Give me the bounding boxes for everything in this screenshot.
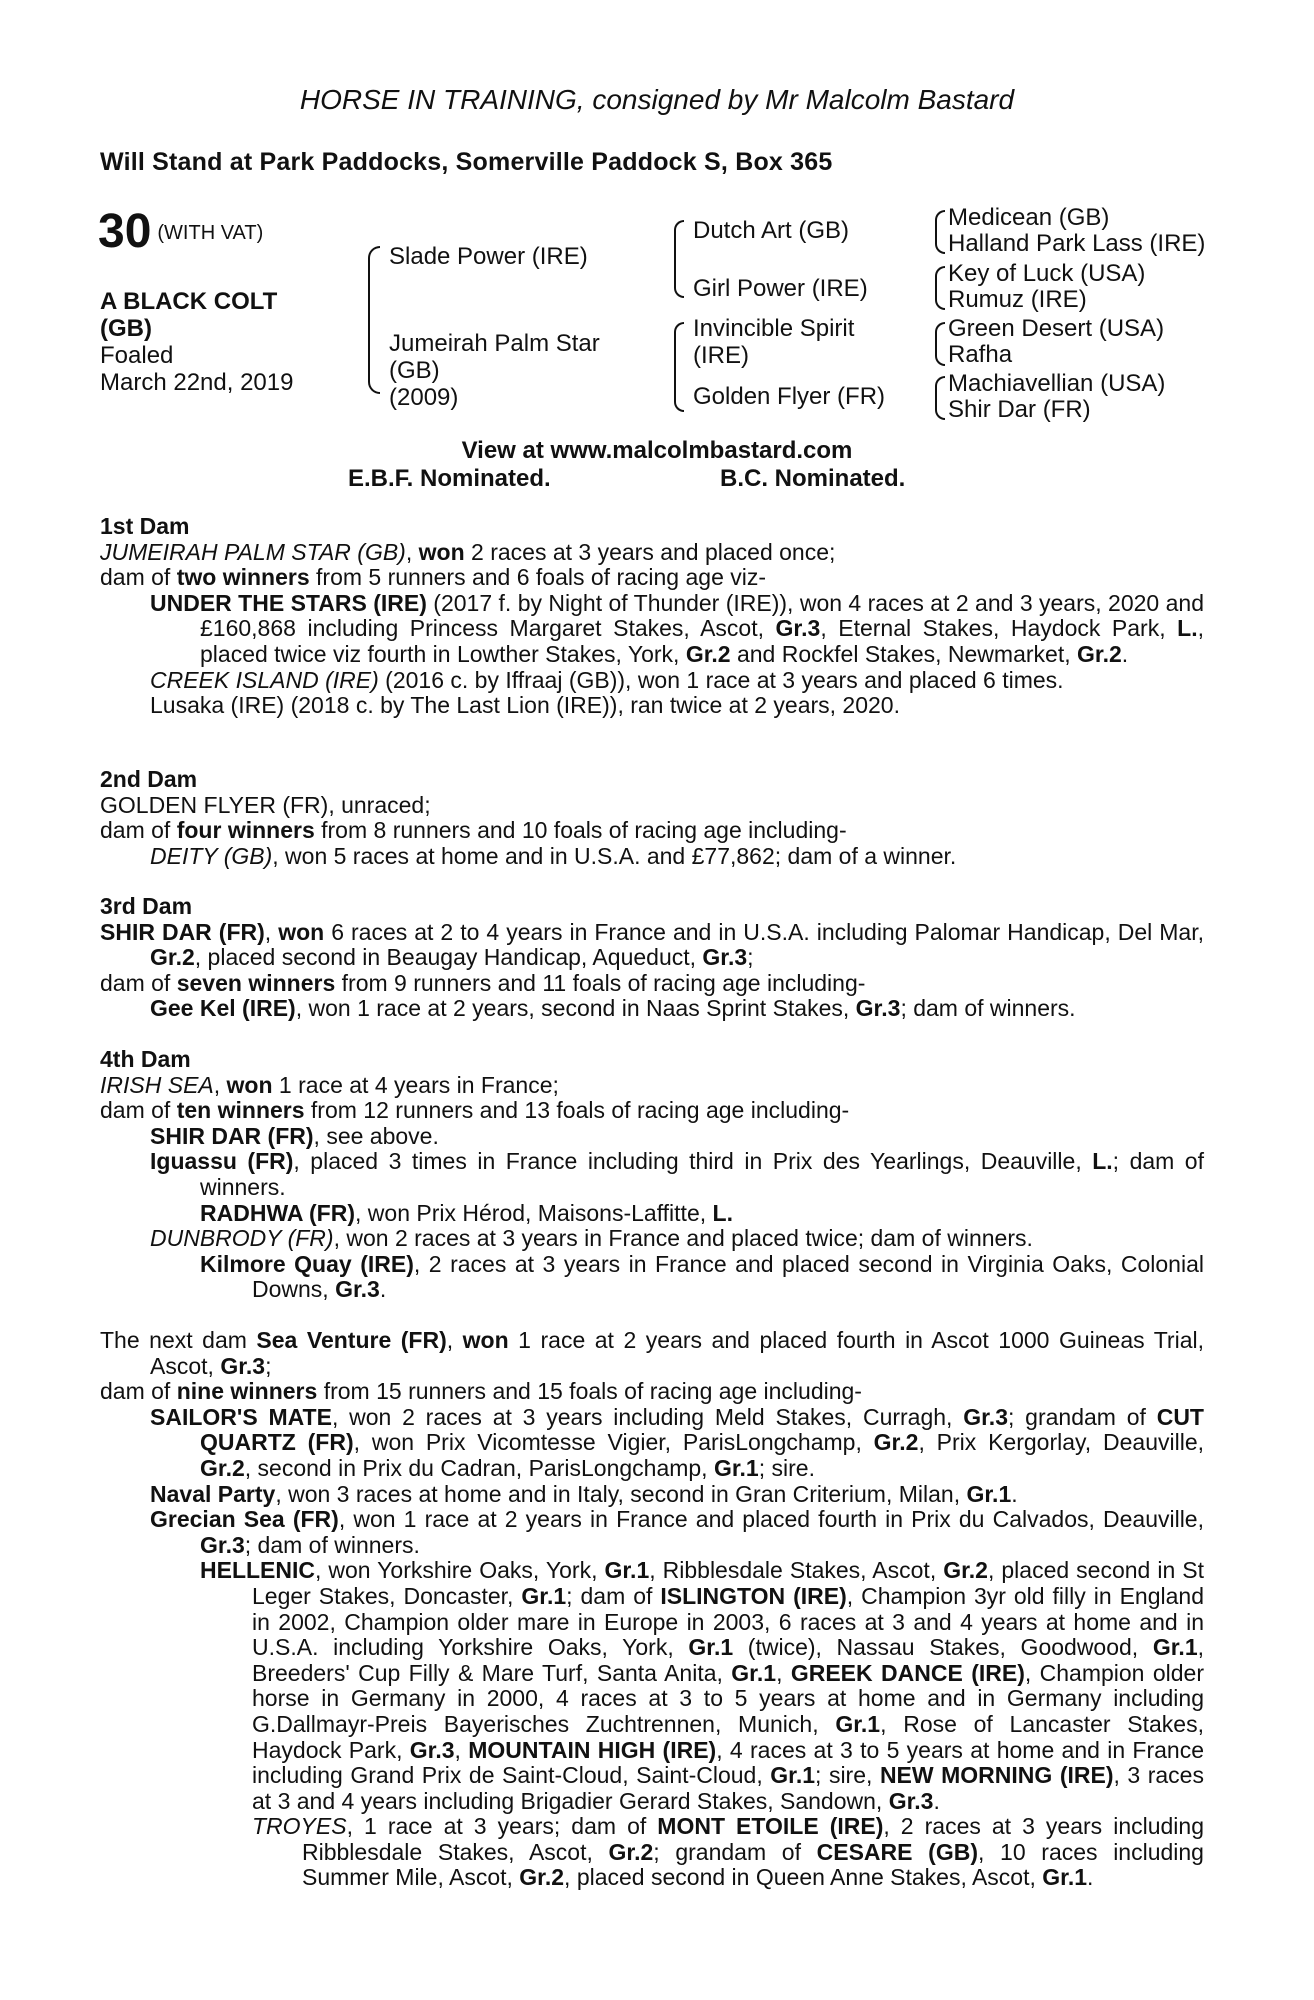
first-dam-section bbox=[100, 514, 1204, 719]
produce-entry: SAILOR'S MATE, won 2 races at 3 years including Meld Stakes, Curragh, Gr.3; grandam of CUT QUARTZ (FR), won Prix Vicomtesse Vigier, ParisLongchamp, Gr.2, Prix Kergorlay, Deauville, Gr.2, second in Prix du Cadran, ParisLongchamp, Gr.1; sire. bbox=[150, 1403, 1204, 1481]
pedigree-sire: Slade Power (IRE) bbox=[389, 243, 588, 270]
pedigree-dam-line-2: (GB) bbox=[389, 357, 440, 384]
produce-entry: TROYES, 1 race at 3 years; dam of MONT ETOILE (IRE), 2 races at 3 years including Ribblesdale Stakes, Ascot, Gr.2; grandam of CESARE (GB), 10 races including Summer Mile, Ascot, Gr.2, placed second in Queen Anne Stakes, Ascot, Gr.1. bbox=[252, 1813, 1204, 1891]
pedigree-sd-sire: Key of Luck (USA) bbox=[948, 260, 1146, 287]
dam-produce-summary: dam of seven winners from 9 runners and 11 foals of racing age including- bbox=[100, 969, 866, 996]
produce-entry: Gee Kel (IRE), won 1 race at 2 years, second in Naas Sprint Stakes, Gr.3; dam of winners. bbox=[150, 995, 1076, 1022]
produce-entry: HELLENIC, won Yorkshire Oaks, York, Gr.1, Ribblesdale Stakes, Ascot, Gr.2, placed second in St Leger Stakes, Doncaster, Gr.1; dam of ISLINGTON (IRE), Champion 3yr old filly in England in 2002, Champion older mare in Europe in 2003, 6 races at 3 and 4 years at home and in U.S.A. including Yorkshire Oaks, York, Gr.1 (twice), Nassau Stakes, Goodwood, Gr.1, Breeders' Cup Filly & Mare Turf, Santa Anita, Gr.1, GREEK DANCE (IRE), Champion older horse in Germany in 2000, 4 races at 3 to 5 years at home and in Germany including G.Dallmayr-Preis Bayerisches Zuchtrennen, Munich, Gr.1, Rose of Lancaster Stakes, Haydock Park, Gr.3, MOUNTAIN HIGH (IRE), 4 races at 3 to 5 years at home and in France including Grand Prix de Saint-Cloud, Saint-Cloud, Gr.1; sire, NEW MORNING (IRE), 3 races at 3 and 4 years including Brigadier Gerard Stakes, Sandown, Gr.3. bbox=[200, 1557, 1205, 1814]
dam-produce-summary: dam of nine winners from 15 runners and 15 foals of racing age including- bbox=[100, 1378, 862, 1405]
third-dam-section bbox=[100, 894, 1204, 1022]
pedigree-sd-dam: Rumuz (IRE) bbox=[948, 286, 1087, 313]
pedigree-dd-dam: Shir Dar (FR) bbox=[948, 396, 1091, 423]
vat-label: (WITH VAT) bbox=[157, 222, 264, 244]
lot-country: (GB) bbox=[100, 315, 152, 342]
section-heading: 1st Dam bbox=[100, 513, 190, 539]
pedigree-brace-2b bbox=[674, 322, 684, 412]
pedigree-dam-sire-line-1: Invincible Spirit bbox=[693, 315, 855, 342]
next-dam-section bbox=[100, 1328, 1204, 1891]
produce-entry: Naval Party, won 3 races at home and in Italy, second in Gran Criterium, Milan, Gr.1. bbox=[150, 1480, 1018, 1507]
pedigree-dam-sire-line-2: (IRE) bbox=[693, 342, 749, 369]
pedigree-sire-dam: Girl Power (IRE) bbox=[693, 275, 868, 302]
produce-entry: UNDER THE STARS (IRE) (2017 f. by Night of Thunder (IRE)), won 4 races at 2 and 3 years, 2020 and £160,868 including Princess Margaret Stakes, Ascot, Gr.3, Eternal Stakes, Haydock Park, L., placed twice viz fourth in Lowther Stakes, York, Gr.2 and Rockfel Stakes, Newmarket, Gr.2. bbox=[150, 589, 1204, 667]
dam-produce-summary: dam of two winners from 5 runners and 6 foals of racing age viz- bbox=[100, 564, 767, 591]
dam-produce-summary: dam of ten winners from 12 runners and 13 foals of racing age including- bbox=[100, 1097, 850, 1124]
lot-sex-colour: A BLACK COLT bbox=[100, 288, 278, 315]
pedigree-dam-dam: Golden Flyer (FR) bbox=[693, 383, 886, 410]
pedigree-dam-line-1: Jumeirah Palm Star bbox=[389, 330, 600, 357]
section-heading: 2nd Dam bbox=[100, 766, 198, 792]
foaled-label: Foaled bbox=[100, 342, 174, 369]
pedigree-brace-3d bbox=[935, 376, 945, 420]
dam-line: IRISH SEA, won 1 race at 4 years in France; bbox=[100, 1071, 559, 1098]
bc-note: B.C. Nominated. bbox=[720, 465, 906, 492]
fourth-dam-section bbox=[100, 1047, 1204, 1303]
dam-line: The next dam Sea Venture (FR), won 1 race at 2 years and placed fourth in Ascot 1000 Guineas Trial, Ascot, Gr.3; bbox=[100, 1327, 1204, 1379]
dam-line: GOLDEN FLYER (FR), unraced; bbox=[100, 791, 431, 818]
ebf-note: E.B.F. Nominated. bbox=[348, 465, 551, 492]
produce-entry: Lusaka (IRE) (2018 c. by The Last Lion (IRE)), ran twice at 2 years, 2020. bbox=[150, 692, 900, 719]
pedigree-brace-2a bbox=[674, 220, 684, 298]
lot-description bbox=[100, 288, 293, 396]
pedigree-dd-sire: Machiavellian (USA) bbox=[948, 370, 1166, 397]
dam-produce-summary: dam of four winners from 8 runners and 10 foals of racing age including- bbox=[100, 817, 847, 844]
pedigree-brace-1 bbox=[368, 246, 380, 394]
pedigree-brace-3a bbox=[935, 210, 945, 254]
produce-entry: SHIR DAR (FR), see above. bbox=[150, 1122, 439, 1149]
produce-entry: Kilmore Quay (IRE), 2 races at 3 years in France and placed second in Virginia Oaks, Colonial Downs, Gr.3. bbox=[200, 1250, 1204, 1303]
pedigree-sire-sire: Dutch Art (GB) bbox=[693, 217, 850, 244]
dam-line: JUMEIRAH PALM STAR (GB), won 2 races at 3 years and placed once; bbox=[100, 538, 836, 565]
pedigree-ds-sire: Green Desert (USA) bbox=[948, 315, 1165, 342]
pedigree-ss-dam: Halland Park Lass (IRE) bbox=[948, 230, 1206, 257]
section-heading: 4th Dam bbox=[100, 1046, 191, 1072]
pedigree-ds-dam: Rafha bbox=[948, 341, 1013, 368]
website-note: View at www.malcolmbastard.com bbox=[461, 437, 853, 464]
lot-number: 30 bbox=[98, 205, 152, 258]
produce-entry: DEITY (GB), won 5 races at home and in U.S.A. and £77,862; dam of a winner. bbox=[150, 842, 957, 869]
pedigree-ss-sire: Medicean (GB) bbox=[948, 204, 1110, 231]
section-heading: 3rd Dam bbox=[100, 893, 193, 919]
produce-entry: RADHWA (FR), won Prix Hérod, Maisons-Laffitte, L. bbox=[200, 1199, 733, 1226]
lot-number-block bbox=[98, 204, 263, 261]
pedigree-brace-3b bbox=[935, 266, 945, 310]
dam-line: SHIR DAR (FR), won 6 races at 2 to 4 years in France and in U.S.A. including Palomar Handicap, Del Mar, Gr.2, placed second in Beaugay Handicap, Aqueduct, Gr.3; bbox=[100, 918, 1204, 971]
page-title: HORSE IN TRAINING, consigned by Mr Malcolm Bastard bbox=[299, 84, 1015, 115]
second-dam-section bbox=[100, 767, 1204, 869]
produce-entry: Iguassu (FR), placed 3 times in France including third in Prix des Yearlings, Deauville, L.; dam of winners. bbox=[150, 1148, 1204, 1200]
produce-entry: DUNBRODY (FR), won 2 races at 3 years in France and placed twice; dam of winners. bbox=[150, 1225, 1033, 1252]
foal-date: March 22nd, 2019 bbox=[100, 369, 294, 396]
stand-location: Will Stand at Park Paddocks, Somerville Paddock S, Box 365 bbox=[100, 148, 833, 176]
produce-entry: Grecian Sea (FR), won 1 race at 2 years in France and placed fourth in Prix du Calvados, Deauville, Gr.3; dam of winners. bbox=[150, 1506, 1204, 1558]
pedigree-brace-3c bbox=[935, 322, 945, 366]
produce-entry: CREEK ISLAND (IRE) (2016 c. by Iffraaj (GB)), won 1 race at 3 years and placed 6 times. bbox=[150, 666, 1064, 693]
pedigree-dam-line-3: (2009) bbox=[389, 384, 459, 411]
